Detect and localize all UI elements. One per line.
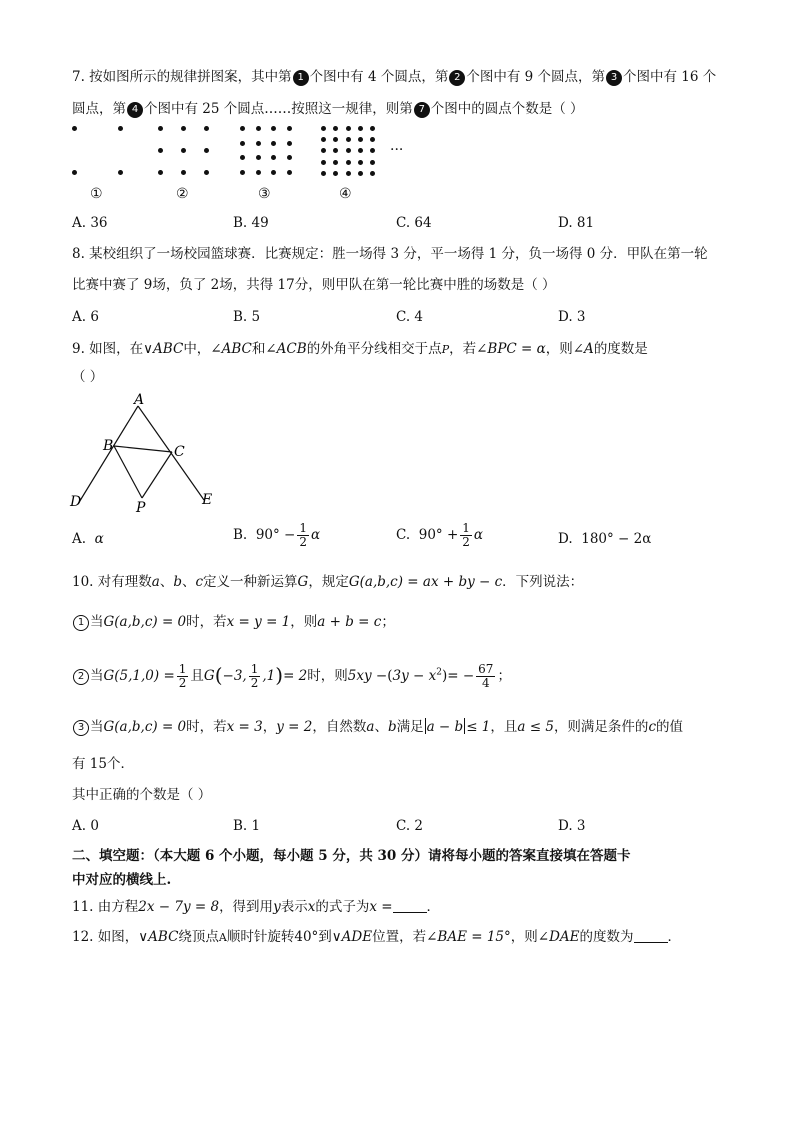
q9-text: ，则: [545, 341, 573, 357]
q10-text: 当: [90, 668, 104, 684]
math: a ≤ 5: [517, 719, 554, 735]
pattern-dot: [333, 160, 338, 165]
alpha: α: [473, 527, 484, 543]
math: ∠BAE = 15°: [426, 929, 511, 945]
math: 2x − 7y = 8: [138, 899, 220, 915]
q9-text: 中，: [183, 341, 211, 357]
math: ,1: [262, 668, 276, 684]
option-value: 180° − 2α: [581, 531, 652, 547]
pattern-dot: [256, 141, 261, 146]
math: 40°: [294, 929, 319, 945]
pattern-dot: [271, 170, 276, 175]
op-g: G: [297, 574, 309, 590]
pattern-dot: [256, 155, 261, 160]
pattern-dot: [181, 170, 186, 175]
pattern-dot: [370, 171, 375, 176]
fig-label-3: ③: [258, 186, 271, 202]
q7-line1: [72, 68, 716, 86]
q10-text: ，且: [490, 719, 518, 735]
pattern-dot: [358, 148, 363, 153]
q11-text: 11. 由方程: [72, 899, 139, 915]
pattern-dot: [158, 126, 163, 131]
pattern-dot: [370, 160, 375, 165]
var-c: c: [195, 574, 204, 590]
q9-line1: [72, 340, 648, 359]
pattern-dot: [287, 141, 292, 146]
q10-line1: [72, 573, 583, 591]
paren-open: (: [214, 663, 223, 687]
math: G(5,1,0) =: [103, 668, 175, 684]
math: = −: [447, 668, 475, 684]
q9-angle: ∠A: [572, 341, 594, 357]
math: y: [273, 899, 281, 915]
q10-statement-3-cont: 有 15个．: [72, 756, 134, 772]
pattern-dot: [358, 171, 363, 176]
ellipsis: ···: [390, 142, 404, 158]
q9-text: 9. 如图，在: [72, 341, 144, 357]
pattern-dot: [118, 170, 123, 175]
numerator: 1: [462, 521, 470, 535]
q10-text: 、: [374, 719, 388, 735]
line-bp: [114, 446, 142, 498]
denominator: 4: [481, 676, 490, 690]
line-bc: [114, 446, 172, 452]
pattern-dot: [370, 137, 375, 142]
q7-option-b[interactable]: B. 49: [233, 215, 269, 231]
q10-text: ，规定: [308, 574, 349, 590]
q9-triangle-figure: [66, 392, 226, 518]
q9-option-a[interactable]: [72, 530, 104, 548]
math: a: [366, 719, 375, 735]
q12-text: 的度数为: [579, 929, 634, 945]
q12-text: 绕顶点: [178, 929, 219, 945]
pattern-dot: [370, 148, 375, 153]
math: A: [218, 931, 227, 944]
q10-option-b[interactable]: B. 1: [233, 818, 261, 834]
option-letter: A.: [72, 531, 87, 547]
pattern-dot: [118, 126, 123, 131]
abs-bar: [425, 718, 426, 734]
q9-angle: ∠ABC: [210, 341, 252, 357]
option-value: 90° +: [418, 527, 459, 543]
numerator: 1: [299, 521, 307, 535]
pattern-dot: [333, 126, 338, 131]
math: y = 2: [276, 719, 313, 735]
pattern-dot: [346, 126, 351, 131]
q12-text: ．: [667, 929, 682, 945]
circled-1: 1: [293, 70, 309, 86]
q9-line2: （ ）: [72, 369, 104, 385]
q12-text: 顺时针旋转: [226, 929, 295, 945]
q9-option-b[interactable]: [233, 522, 320, 549]
q12-text: 12. 如图，: [72, 929, 139, 945]
q10-text: ，则满足条件的: [553, 719, 649, 735]
q7-text: 个图中有 25 个圆点……按照这一规律，则第: [144, 101, 413, 117]
q9-angle: ∠BPC = α: [476, 341, 546, 357]
q8-option-a[interactable]: A. 6: [72, 309, 99, 325]
math: = 2: [283, 668, 308, 684]
q10-text: 时，则: [307, 668, 348, 684]
pattern-dot: [346, 171, 351, 176]
q8-option-c[interactable]: C. 4: [396, 309, 424, 325]
op-definition: G(a,b,c) = ax + by − c: [348, 574, 503, 590]
q7-text: 圆点，第: [72, 101, 126, 117]
pattern-dot: [321, 137, 326, 142]
math: G(a,b,c) = 0: [103, 719, 187, 735]
math: ∠DAE: [537, 929, 580, 945]
q10-question: 其中正确的个数是（ ）: [72, 787, 212, 803]
circled-3: 3: [606, 70, 622, 86]
fraction-67-4: [476, 663, 495, 690]
pattern-dot: [321, 148, 326, 153]
pattern-dot: [240, 126, 245, 131]
pattern-dot: [271, 141, 276, 146]
pattern-dot: [158, 148, 163, 153]
circled-4: 4: [127, 102, 143, 118]
q10-text: 时，若: [186, 614, 227, 630]
pattern-dot: [287, 155, 292, 160]
pattern-dot: [358, 160, 363, 165]
option-letter: D.: [558, 531, 573, 547]
answer-blank[interactable]: [634, 930, 668, 943]
option-letter: B.: [233, 527, 248, 543]
numerator: 1: [250, 662, 259, 676]
pattern-dot: [256, 170, 261, 175]
math: x = y = 1: [226, 614, 291, 630]
pattern-dot: [240, 170, 245, 175]
q10-text: ，则: [290, 614, 318, 630]
q7-option-d[interactable]: D. 81: [558, 215, 595, 231]
math: x = 3: [226, 719, 263, 735]
pattern-dot: [256, 126, 261, 131]
option-value: 90° −: [255, 527, 296, 543]
math: ∨ABC: [138, 929, 179, 945]
q10-text: 、: [159, 574, 174, 590]
label-e: E: [202, 492, 213, 508]
q10-option-c[interactable]: C. 2: [396, 818, 424, 834]
pattern-dot: [204, 148, 209, 153]
q11-line: [72, 898, 440, 916]
q11-text: ．: [426, 899, 441, 915]
pattern-dot: [72, 126, 77, 131]
q10-text: 且: [190, 668, 204, 684]
denominator: 2: [462, 535, 470, 549]
q10-text: ，自然数: [312, 719, 367, 735]
pattern-dot: [333, 148, 338, 153]
math: −3,: [222, 668, 247, 684]
pattern-dot: [181, 148, 186, 153]
q10-text: ，: [262, 719, 277, 735]
q10-text: 当: [90, 719, 104, 735]
math: b: [387, 719, 397, 735]
fraction-half: [460, 522, 472, 549]
pattern-dot: [72, 170, 77, 175]
pattern-dot: [321, 160, 326, 165]
q9-triangle: ∨ABC: [143, 341, 184, 357]
q10-text: 定义一种新运算: [203, 574, 298, 590]
q10-statement-3: [72, 718, 683, 736]
numerator: 67: [478, 662, 494, 676]
q10-text: 、: [181, 574, 196, 590]
pattern-dot: [358, 126, 363, 131]
pattern-dot: [204, 170, 209, 175]
denominator: 2: [250, 676, 259, 690]
paren-close: ): [275, 663, 284, 687]
q9-angle: ∠ACB: [265, 341, 307, 357]
q7-text: 个图中有 9 个圆点，第: [466, 69, 606, 85]
pattern-dot: [333, 137, 338, 142]
pattern-dot: [158, 170, 163, 175]
circled-1: 1: [73, 615, 89, 631]
pattern-dot: [271, 155, 276, 160]
q9-text: 和: [251, 341, 266, 357]
q10-text: 当: [90, 614, 104, 630]
math: 5xy −: [347, 668, 388, 684]
pattern-dot: [287, 126, 292, 131]
q10-text: 10. 对有理数: [72, 574, 152, 590]
denominator: 2: [178, 676, 187, 690]
math: c: [648, 719, 656, 735]
pattern-dot: [321, 171, 326, 176]
label-b: B: [103, 438, 114, 454]
q8-option-b[interactable]: B. 5: [233, 309, 261, 325]
q12-line: [72, 928, 681, 947]
pattern-dot: [287, 170, 292, 175]
fig-label-2: ②: [176, 186, 189, 202]
pattern-dot: [346, 160, 351, 165]
label-d: D: [70, 494, 82, 510]
fraction-half: [297, 522, 309, 549]
denominator: 2: [299, 535, 307, 549]
q8-line2: 比赛中赛了 9场，负了 2场，共得 17分，则甲队在第一轮比赛中胜的场数是（ ）: [72, 277, 556, 293]
pattern-dot: [181, 126, 186, 131]
circled-3: 3: [73, 720, 89, 736]
pattern-dot: [240, 155, 245, 160]
label-a: A: [134, 392, 145, 408]
fig-label-1: ①: [90, 186, 103, 202]
math: ∨ADE: [331, 929, 373, 945]
math: a + b = c: [317, 614, 382, 630]
q12-text: 位置，若: [372, 929, 427, 945]
q10-option-d[interactable]: D. 3: [558, 818, 586, 834]
q10-statement-1: [72, 613, 395, 631]
q10-text: ；: [497, 668, 511, 684]
fraction-half: [177, 663, 189, 690]
q10-text: ．下列说法：: [502, 574, 584, 590]
q10-text: 满足: [396, 719, 424, 735]
q9-text: 的度数是: [593, 341, 648, 357]
var-a: a: [151, 574, 160, 590]
pattern-dot: [370, 126, 375, 131]
q12-text: ，则: [510, 929, 538, 945]
q11-text: 的式子为: [315, 899, 370, 915]
pattern-dot: [346, 148, 351, 153]
q8-line1: 8. 某校组织了一场校园篮球赛．比赛规定：胜一场得 3 分，平一场得 1 分，负一场得 0 分．甲队在第一轮: [72, 246, 708, 262]
q10-text: 时，若: [186, 719, 227, 735]
pattern-dot: [346, 137, 351, 142]
q10-text: ；: [381, 614, 395, 630]
option-value: α: [94, 531, 104, 547]
q10-statement-2: 2 当G(5,1,0) = $\frac{1}{2}$ 且G(−3, $\frac{1}{2}$ ,1)= 2时，则$5xy -(3y - x^2)=$ − $\frac{67}{4}$ ；: [72, 663, 511, 690]
pattern-dot: [358, 137, 363, 142]
numerator: 1: [178, 662, 187, 676]
q7-text: 个图中的圆点个数是（ ）: [430, 101, 584, 117]
circled-2: 2: [73, 669, 89, 685]
math: x: [307, 899, 316, 915]
math: 3y − x: [392, 668, 437, 684]
pattern-dot: [333, 171, 338, 176]
math: ≤ 1: [466, 719, 491, 735]
var-b: b: [173, 574, 182, 590]
circled-2: 2: [449, 70, 465, 86]
q12-text: 到: [318, 929, 332, 945]
math: G(a,b,c) = 0: [103, 614, 187, 630]
label-c: C: [174, 444, 185, 460]
math: G: [203, 668, 215, 684]
q11-text: 表示: [280, 899, 308, 915]
line-ad: [78, 406, 138, 504]
q7-text: 个图中有 16 个: [623, 69, 717, 85]
q7-text: 个图中有 4 个圆点，第: [309, 69, 449, 85]
pattern-dot: [321, 126, 326, 131]
q7-option-a[interactable]: A. 36: [72, 215, 108, 231]
pattern-dot: [240, 141, 245, 146]
section2-heading-line1: 二、填空题：（本大题 6 个小题，每小题 5 分，共 30 分）请将每小题的答案直接填在答题卡: [72, 848, 631, 864]
fig-label-4: ④: [339, 186, 352, 202]
q9-text: ，若: [449, 341, 477, 357]
q9-text: 的外角平分线相交于点: [306, 341, 442, 357]
q11-text: ，得到用: [219, 899, 274, 915]
q8-option-d[interactable]: D. 3: [558, 309, 586, 325]
q7-option-c[interactable]: C. 64: [396, 215, 432, 231]
q9-point: P: [441, 343, 450, 356]
exponent: 2: [436, 667, 442, 678]
line-cp: [142, 452, 172, 498]
q10-option-a[interactable]: A. 0: [72, 818, 99, 834]
q10-text: 的值: [656, 719, 683, 735]
pattern-dot: [204, 126, 209, 131]
math: x =: [369, 899, 393, 915]
q9-option-c[interactable]: [396, 522, 483, 549]
math: a − b: [426, 719, 464, 735]
q7-text: 7. 按如图所示的规律拼图案，其中第: [72, 69, 292, 85]
alpha: α: [310, 527, 321, 543]
section2-heading-line2: 中对应的横线上.: [72, 872, 172, 888]
circled-7: 7: [414, 102, 430, 118]
option-letter: C.: [396, 527, 411, 543]
q9-option-d[interactable]: [558, 530, 651, 548]
q7-line2: [72, 100, 584, 118]
pattern-dot: [271, 126, 276, 131]
fraction-half: [249, 663, 261, 690]
label-p: P: [136, 500, 146, 516]
answer-blank[interactable]: [393, 900, 427, 913]
